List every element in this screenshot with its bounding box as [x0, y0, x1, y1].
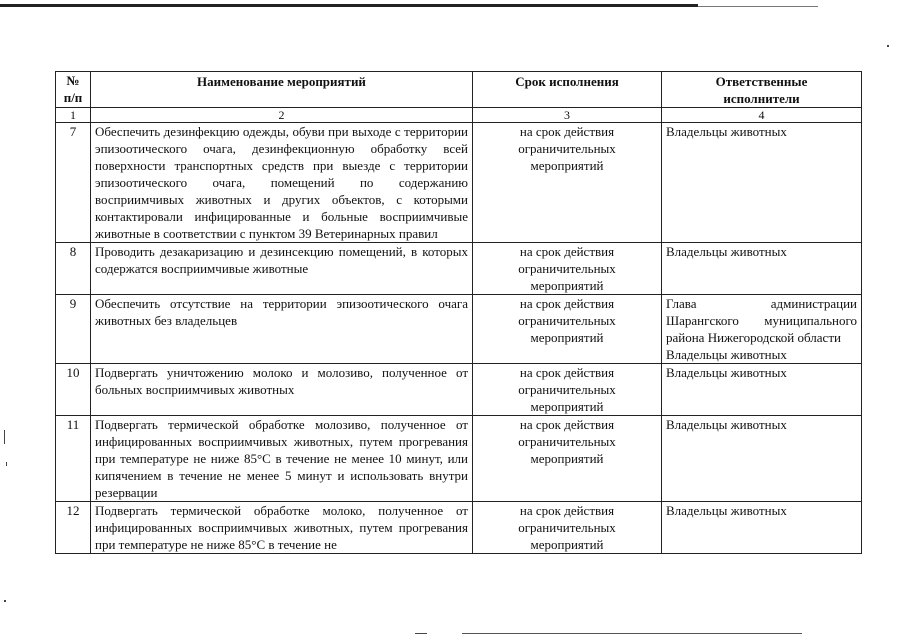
table-body: [56, 123, 862, 554]
scan-speck: [6, 462, 7, 466]
measure-term: на срок действия ограничительных мероприятий: [473, 295, 662, 364]
row-number: 12: [56, 502, 91, 554]
row-number: 9: [56, 295, 91, 364]
measure-responsible: Владельцы животных: [662, 416, 862, 502]
table-row: [56, 502, 862, 554]
column-number: 1: [56, 108, 91, 123]
bottom-border-line: [462, 633, 802, 634]
row-number: 11: [56, 416, 91, 502]
measure-term: на срок действия ограничительных мероприятий: [473, 502, 662, 554]
measure-name: Обеспечить дезинфекцию одежды, обуви при выходе с территории эпизоотического очага, дезинфекционную обработку всей поверхности транспортных средств при выезде с территории эпизоотического очага, помещений по содержанию восприимчивых животных и других объектов, с которыми контактировали инфицированные и больные восприимчивые животные в соответствии с пунктом 39 Ветеринарных правил: [91, 123, 473, 243]
scan-speck: [4, 600, 6, 602]
table-row: [56, 295, 862, 364]
scan-speck: [415, 633, 427, 634]
row-number: 7: [56, 123, 91, 243]
scan-speck: [4, 430, 5, 444]
measure-term: на срок действия ограничительных мероприятий: [473, 243, 662, 295]
header-term: Срок исполнения: [473, 72, 662, 108]
table-row: [56, 416, 862, 502]
measure-name: Проводить дезакаризацию и дезинсекцию помещений, в которых содержатся восприимчивые животные: [91, 243, 473, 295]
column-number: 3: [473, 108, 662, 123]
measure-name: Подвергать термической обработке молозиво, полученное от инфицированных восприимчивых животных, путем прогревания при температуре не ниже 85°С в течение не менее 10 минут, или кипячением в течение не менее 5 минут и использовать внутри резервации: [91, 416, 473, 502]
row-number: 10: [56, 364, 91, 416]
row-number: 8: [56, 243, 91, 295]
measure-responsible: Владельцы животных: [662, 502, 862, 554]
table-row: [56, 243, 862, 295]
header-number: № п/п: [56, 72, 91, 108]
scan-speck: [887, 45, 889, 47]
table-row: [56, 123, 862, 243]
column-number: 4: [662, 108, 862, 123]
column-number: 2: [91, 108, 473, 123]
measure-name: Подвергать термической обработке молоко, полученное от инфицированных восприимчивых животных, путем прогревания при температуре не ниже 85°С в течение не: [91, 502, 473, 554]
column-number-row: [56, 108, 862, 123]
measure-responsible: Владельцы животных: [662, 123, 862, 243]
measure-responsible: Глава администрации Шарангского муниципального района Нижегородской области Владельцы животных: [662, 295, 862, 364]
measure-name: Обеспечить отсутствие на территории эпизоотического очага животных без владельцев: [91, 295, 473, 364]
measure-name: Подвергать уничтожению молоко и молозиво, полученное от больных восприимчивых животных: [91, 364, 473, 416]
top-border-line-tail: [698, 6, 818, 7]
table-header: [56, 72, 862, 123]
measure-responsible: Владельцы животных: [662, 243, 862, 295]
table-row: [56, 364, 862, 416]
measure-term: на срок действия ограничительных мероприятий: [473, 123, 662, 243]
measure-responsible: Владельцы животных: [662, 364, 862, 416]
header-responsible: Ответственные исполнители: [662, 72, 862, 108]
top-border-line: [0, 4, 698, 7]
measure-term: на срок действия ограничительных мероприятий: [473, 364, 662, 416]
measures-table: [55, 71, 862, 554]
header-measure-name: Наименование мероприятий: [91, 72, 473, 108]
header-row: [56, 72, 862, 108]
measure-term: на срок действия ограничительных мероприятий: [473, 416, 662, 502]
